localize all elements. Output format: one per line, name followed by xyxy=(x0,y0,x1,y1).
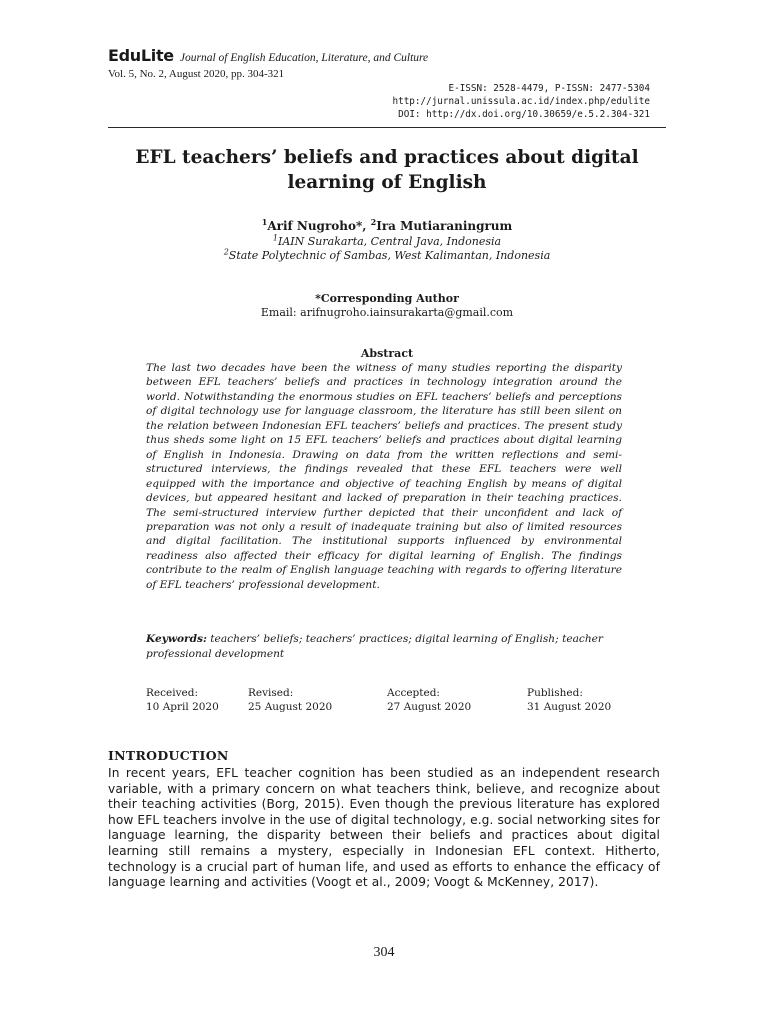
journal-header xyxy=(108,46,428,65)
date-accepted xyxy=(387,686,471,714)
date-label: Published: xyxy=(527,687,583,699)
keywords-label: Keywords: xyxy=(146,633,207,645)
author2-superscript: 2 xyxy=(370,217,377,227)
affiliation2-text: State Polytechnic of Sambas, West Kalimantan, Indonesia xyxy=(228,249,551,262)
date-label: Accepted: xyxy=(387,687,440,699)
date-value: 10 April 2020 xyxy=(146,701,219,713)
date-label: Received: xyxy=(146,687,198,699)
date-value: 31 August 2020 xyxy=(527,701,612,713)
author-list xyxy=(108,219,666,233)
author-1: Arif Nugroho*, xyxy=(267,219,371,233)
affiliation-2 xyxy=(108,249,666,262)
corresponding-author-label: *Corresponding Author xyxy=(315,292,459,305)
introduction-body: In recent years, EFL teacher cognition has been studied as an independent research variable, with a primary concern on what teachers think, believe, and recognize about their teaching activities (Borg, 2015). Even though the previous literature has explored how EFL teachers involve in the use of digital technology, e.g. social networking sites for language learning, the disparity between their beliefs and practices about digital learning still remains a mystery, especially in Indonesian EFL context. Hitherto, technology is a crucial part of human life, and used as efforts to enhance the efficacy of language learning and activities (Voogt et al., 2009; Voogt & McKenney, 2017). xyxy=(108,766,660,890)
author1-superscript: 1 xyxy=(261,217,268,227)
header-divider xyxy=(108,127,666,128)
date-label: Revised: xyxy=(248,687,294,699)
title-line-1: EFL teachers’ beliefs and practices about digital xyxy=(135,147,639,168)
date-value: 25 August 2020 xyxy=(248,701,333,713)
introduction-heading: INTRODUCTION xyxy=(108,748,229,763)
affiliation-1 xyxy=(108,235,666,248)
paper-title xyxy=(108,145,666,195)
abstract-body: The last two decades have been the witness of many studies reporting the disparity between EFL teachers’ beliefs and practices in technology integration around the world. Notwithstanding the enormous studies on EFL teachers’ beliefs and perceptions of digital technology use for language classroom, the literature has still been silent on the relation between Indonesian EFL teachers’ beliefs and practices. The present study thus sheds some light on 15 EFL teachers’ beliefs and practices about digital learning of English in Indonesia. Drawing on data from the written reflections and semi-structured interviews, the findings revealed that these EFL teachers were well equipped with the importance and objective of teaching English by means of digital devices, but appeared hesitant and lacked of preparation in their teaching practices. The semi-structured interview further depicted that their unconfident and lack of preparation was not only a result of inadequate training but also of limited resources and digital facilitation. The institutional supports influenced by environmental readiness also affected their efficacy for digital learning of English. The findings contribute to the realm of English language teaching with regards to offering literature of EFL teachers’ professional development. xyxy=(146,362,622,591)
journal-url[interactable]: http://jurnal.unissula.ac.id/index.php/edulite xyxy=(392,96,650,107)
affiliation1-text: IAIN Surakarta, Central Java, Indonesia xyxy=(278,235,502,248)
affiliation2-superscript: 2 xyxy=(223,247,229,257)
title-line-2: learning of English xyxy=(287,172,487,193)
journal-name: Journal of English Education, Literature, and Culture xyxy=(179,52,429,64)
issn: E-ISSN: 2528-4479, P-ISSN: 2477-5304 xyxy=(448,83,650,94)
date-received xyxy=(146,686,219,714)
date-published xyxy=(527,686,611,714)
journal-logo: EduLite xyxy=(108,46,174,65)
corresponding-email: Email: arifnugroho.iainsurakarta@gmail.com xyxy=(260,306,514,319)
volume-info: Vol. 5, No. 2, August 2020, pp. 304-321 xyxy=(108,68,285,80)
author-2: Ira Mutiaraningrum xyxy=(376,219,513,233)
date-value: 27 August 2020 xyxy=(387,701,472,713)
abstract-heading: Abstract xyxy=(360,347,414,360)
page-number: 304 xyxy=(373,945,395,960)
keywords xyxy=(146,632,622,661)
keywords-text: teachers’ beliefs; teachers’ practices; digital learning of English; teacher professional development xyxy=(146,633,603,660)
date-revised xyxy=(248,686,332,714)
identifier-block xyxy=(393,82,650,121)
affiliation1-superscript: 1 xyxy=(272,233,279,243)
doi[interactable]: DOI: http://dx.doi.org/10.30659/e.5.2.304-321 xyxy=(398,109,650,120)
